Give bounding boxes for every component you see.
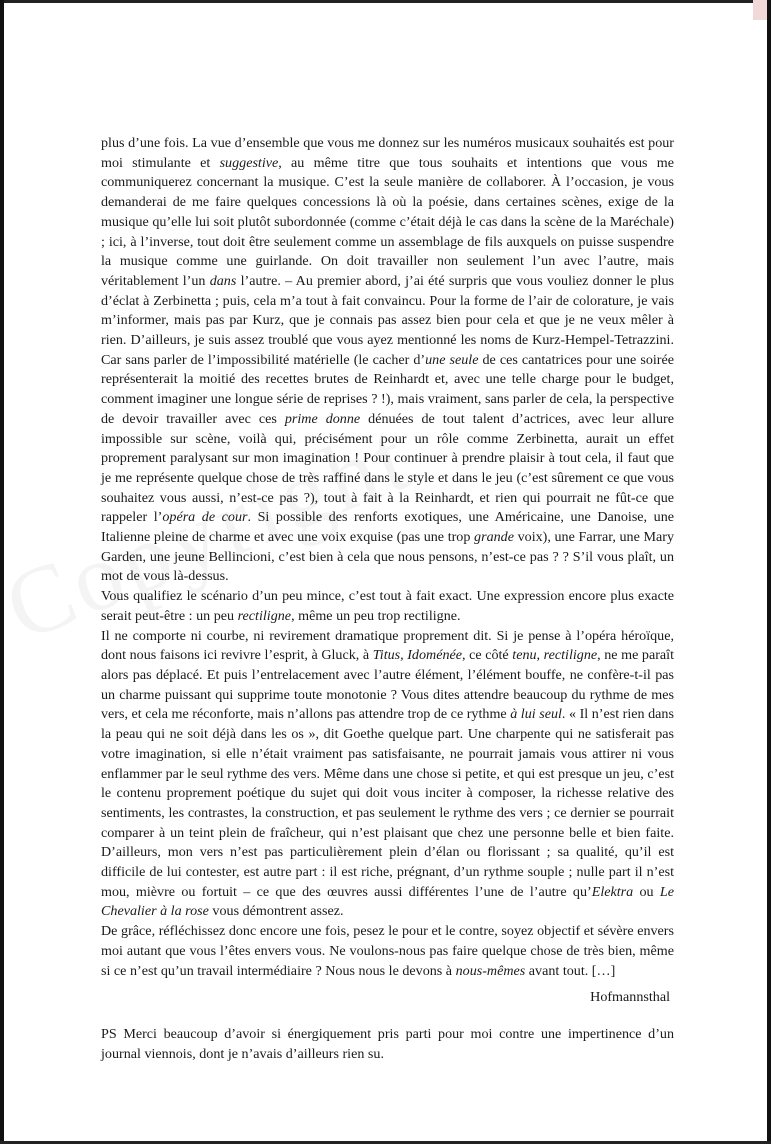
paragraph-4: De grâce, réfléchissez donc encore une fois, pesez le pour et le contre, soyez objectif et sévère envers moi autant que vous l’êtes envers vous. Ne voulons-nous pas faire quelque chose de très bien, même si ce n’est qu’un travail intermédiaire ? Nous nous le devons à nous-mêmes avant tout. […] bbox=[101, 923, 674, 979]
paragraph-1: plus d’une fois. La vue d’ensemble que vous me donnez sur les numéros musicaux souhaités est pour moi stimulante et suggestive, au même titre que tous souhaits et intentions que vous me communiquerez concernant la musique. C’est la seule manière de collaborer. À l’occasion, je vous demanderai de me faire quelques concessions là où la poésie, dans certaines scènes, exige de la musique qu’elle lui soit plutôt subordonnée (comme c’était déjà le cas dans la scène de la Maréchale) ; ici, à l’inverse, tout doit être seulement comme un assemblage de fils auxquels on puisse suspendre la musique comme une guirlande. On doit travailler non seulement l’un avec l’autre, mais véritablement l’un dans l’autre. – Au premier abord, j’ai été surpris que vous vouliez donner le plus d’éclat à Zerbinetta ; puis, cela m’a tout à fait convaincu. Pour la forme de l’air de colorature, je vais m’informer, mais pas par Kurz, que je connais pas assez bien pour cela et que je ne veux mêler à rien. D’ailleurs, je suis assez troublé que vous ayez mentionné les noms de Kurz-Hempel-Tetrazzini. Car sans parler de l’impossibilité matérielle (le cacher d’une seule de ces cantatrices pour une soirée représenterait la moitié des recettes brutes de Reinhardt et, avec une telle charge pour le budget, comment imaginer une longue série de reprises ? !), mais vraiment, sans parler de cela, la perspective de devoir travailler avec ces prime donne dénuées de tout talent d’actrices, avec leur allure impossible sur scène, voilà qui, précisément pour un rôle comme Zerbinetta, aurait un effet proprement paralysant sur mon imagination ! Pour continuer à prendre plaisir à tout cela, il faut que je me représente quelque chose de très raffiné dans le style et dans le jeu (c’est sûrement ce que vous souhaitez vous aussi, n’est-ce pas ?), tout à fait à la Reinhardt, et rien qui pourrait ne fût-ce que rappeler l’opéra de cour. Si possible des renforts exotiques, une Américaine, une Danoise, une Italienne pleine de charme et avec une voix exquise (pas une trop grande voix), une Farrar, une Mary Garden, une jeune Bellincioni, c’est bien à cela que nous pensons, n’est-ce pas ? ? S’il vous plaît, un mot de vous là-dessus. bbox=[101, 135, 674, 585]
letter-body bbox=[101, 134, 674, 981]
page-edge-top bbox=[0, 0, 771, 3]
postscript: PS Merci beaucoup d’avoir si énergiquement pris parti pour moi contre une impertinence d’un journal viennois, dont je n’avais d’ailleurs rien su. bbox=[101, 1026, 674, 1062]
signature: Hofmannsthal bbox=[590, 989, 670, 1005]
page-edge-left bbox=[0, 0, 4, 1144]
page-edge-right bbox=[767, 0, 771, 1144]
paragraph-3: Il ne comporte ni courbe, ni revirement dramatique proprement dit. Si je pense à l’opéra héroïque, dont nous faisons ici revivre l’esprit, à Gluck, à Titus, Idoménée, ce côté tenu, rectiligne, ne me paraît alors pas déplacé. Et puis l’entrelacement avec l’autre élément, l’élément bouffe, ne confère-t-il pas un charme puissant qui supprime toute monotonie ? Vous dites attendre beaucoup du rythme de mes vers, et cela me réconforte, mais n’allons pas attendre trop de ce rythme à lui seul. « Il n’est rien dans la peau qui ne soit déjà dans les os », dit Goethe quelque part. Une charpente qui ne satisferait pas votre imagination, si elle n’était vraiment pas satisfaisante, ne pourrait jamais vous attirer ni vous enflammer par le seul rythme des vers. Même dans une chose si petite, et qui est presque un jeu, c’est le contenu proprement poétique du sujet qui doit vous inciter à composer, la richesse relative des sentiments, les contrastes, la construction, et pas seulement le rythme des vers ; ce dernier se pourrait comparer à un teint plein de fraîcheur, qui n’est plaisant que chez une personne belle et bien faite. D’ailleurs, mon vers n’est pas particulièrement plein d’élan ou florissant ; sa qualité, qu’il est difficile de lui contester, est autre part : il est riche, prégnant, d’un rythme souple ; nulle part il n’est mou, mièvre ou fortuit – ce que des œuvres aussi différentes l’une de l’autre qu’Elektra ou Le Chevalier à la rose vous démontrent assez. bbox=[101, 627, 674, 920]
corner-mark bbox=[753, 0, 767, 20]
paragraph-2: Vous qualifiez le scénario d’un peu mince, c’est tout à fait exact. Une expression encore plus exacte serait peut-être : un peu rectiligne, même un peu trop rectiligne. bbox=[101, 588, 674, 624]
